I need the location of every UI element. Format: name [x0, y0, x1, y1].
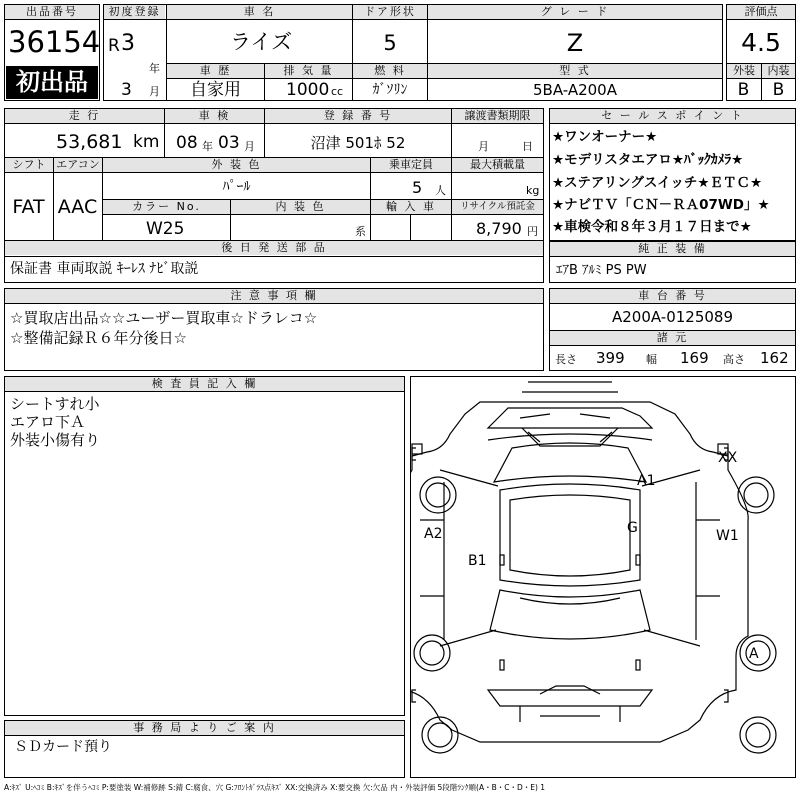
sales-point-5: ★車検令和８年３月１７日まで★ [552, 219, 752, 235]
plate: 沼津 501ﾎ 52 [310, 134, 406, 152]
lot-number: 36154 [8, 25, 101, 59]
sales-point-4: ★ナビＴＶ「ＣＮ－ＲＡ07WD」★ [552, 197, 770, 213]
later-parts-label: 後 日 発 送 部 品 [5, 241, 543, 255]
ext-label: 外装 [727, 64, 761, 78]
yen-unit: 円 [527, 225, 538, 238]
width: 169 [680, 349, 709, 367]
inspection-year: 08 [176, 133, 198, 153]
score-label: 評価点 [727, 5, 795, 19]
load-unit: kg [526, 184, 540, 197]
office-note: ＳＤカード預り [14, 739, 112, 755]
mark-w1: W1 [716, 528, 739, 544]
color-no-label: カラー No. [103, 200, 230, 214]
capacity: 5 [412, 178, 423, 197]
delivery-day-unit: 日 [522, 140, 533, 153]
import-label: 輸 入 車 [371, 200, 451, 214]
notes-label: 注 意 事 項 欄 [5, 289, 543, 303]
dims-label: 諸 元 [550, 331, 795, 345]
chassis-number: A200A-0125089 [611, 308, 734, 326]
plate-label: 登 録 番 号 [265, 109, 451, 123]
sales-points-label: セ ー ル ス ポ イ ン ト [550, 109, 795, 123]
history: 自家用 [190, 80, 241, 100]
height: 162 [760, 349, 789, 367]
ext-grade: B [737, 80, 750, 100]
km-unit: km [133, 132, 160, 152]
recycle-label: リサイクル預託金 [452, 200, 543, 214]
cc-unit: cc [331, 85, 344, 98]
first-listing-text: 初出品 [16, 68, 88, 96]
inspection-year-unit: 年 [202, 140, 213, 153]
inspection-month: 03 [218, 133, 240, 153]
fuel-label: 燃 料 [353, 64, 427, 78]
sales-point-1: ★ワンオーナー★ [552, 129, 658, 145]
sales-point-2: ★モデリスタエアロ★ﾊﾞｯｸｶﾒﾗ★ [552, 152, 744, 168]
mark-b1: B1 [468, 553, 487, 569]
reg-year: 3 [121, 31, 135, 56]
model-label: 型 式 [428, 64, 722, 78]
mark-xx: XX [718, 450, 738, 466]
equipment: ｴｱB ｱﾙﾐ PS PW [556, 263, 647, 278]
interior-color-label: 内 装 色 [231, 200, 370, 214]
color-no: W25 [146, 219, 185, 239]
score: 4.5 [741, 28, 781, 57]
capacity-unit: 人 [435, 184, 446, 197]
car-diagram [410, 376, 796, 778]
shift: FAT [12, 196, 45, 218]
model: 5BA-A200A [532, 81, 617, 99]
later-parts: 保証書 車両取説 ｷｰﾚｽ ﾅﾋﾞ取説 [10, 261, 199, 277]
recycle-fee: 8,790 [476, 219, 522, 238]
color: ﾊﾟｰﾙ [222, 179, 251, 195]
legend: A:ｷｽﾞ U:ﾍｺﾐ B:ｷｽﾞを伴うﾍｺﾐ P:要塗装 W:補修跡 S:錆 C:腐食、穴 G:ﾌﾛﾝﾄｶﾞﾗｽ点ｷｽﾞ XX:交換済み X:要交換 欠:欠品 内・外装評価 5段階ﾗﾝｸ順(A・B・C・D・E) 1 [4, 783, 546, 792]
year-unit: 年 [149, 62, 160, 75]
inspection-month-unit: 月 [244, 140, 255, 153]
ac-label: エアコン [54, 158, 102, 172]
capacity-label: 乗車定員 [371, 158, 451, 172]
mark-a1: A1 [637, 473, 656, 489]
sales-point-3: ★ステアリングスイッチ★ＥＴＣ★ [552, 175, 763, 191]
int-label: 内装 [762, 64, 795, 78]
mark-a2: A2 [424, 526, 443, 542]
load-label: 最大積載量 [452, 158, 543, 172]
first-reg-label: 初度登録 [104, 5, 165, 19]
int-grade: B [772, 80, 785, 100]
inspector-note-3: 外装小傷有り [10, 431, 101, 449]
displacement-label: 排 気 量 [265, 64, 352, 78]
car-name: ライズ [230, 30, 293, 54]
mileage: 53,681 [56, 131, 123, 153]
inspector-note-2: エアロ下Ａ [10, 413, 86, 431]
inspection-label: 車 検 [165, 109, 264, 123]
car-name-label: 車 名 [167, 5, 352, 19]
mileage-label: 走 行 [5, 109, 164, 123]
fuel: ｶﾞｿﾘﾝ [372, 82, 408, 98]
ac: AAC [57, 196, 98, 218]
month-unit: 月 [149, 85, 160, 98]
delivery-month-unit: 月 [478, 140, 489, 153]
history-label: 車 歴 [167, 64, 264, 78]
lot-number-label: 出品番号 [5, 5, 99, 19]
shift-label: シフト [5, 158, 53, 172]
reg-month: 3 [121, 80, 132, 100]
door-label: ドア形状 [353, 5, 427, 19]
office-label: 事 務 局 よ り ご 案 内 [5, 721, 404, 735]
inspector-label: 検 査 員 記 入 欄 [5, 377, 404, 391]
mark-a: A [749, 646, 759, 662]
displacement: 1000 [286, 80, 330, 100]
chassis-label: 車 台 番 号 [550, 289, 795, 303]
width-label: 幅 [646, 353, 657, 366]
delivery-label: 譲渡書類期限 [452, 109, 543, 123]
length: 399 [596, 349, 625, 367]
height-label: 高さ [723, 353, 745, 366]
notes-line-2: ☆整備記録Ｒ６年分後日☆ [10, 329, 187, 347]
interior-color-unit: 系 [355, 225, 366, 238]
era: R [108, 36, 120, 56]
inspector-note-1: シートすれ小 [10, 395, 100, 413]
grade: Z [566, 29, 584, 57]
mark-g: G [627, 520, 638, 536]
grade-label: グ レ ー ド [428, 5, 722, 19]
notes-line-1: ☆買取店出品☆☆ユーザー買取車☆ドラレコ☆ [10, 309, 318, 327]
color-label: 外 装 色 [103, 158, 370, 172]
equipment-label: 純 正 装 備 [550, 242, 795, 256]
length-label: 長さ [555, 353, 577, 366]
doors: 5 [383, 31, 397, 55]
